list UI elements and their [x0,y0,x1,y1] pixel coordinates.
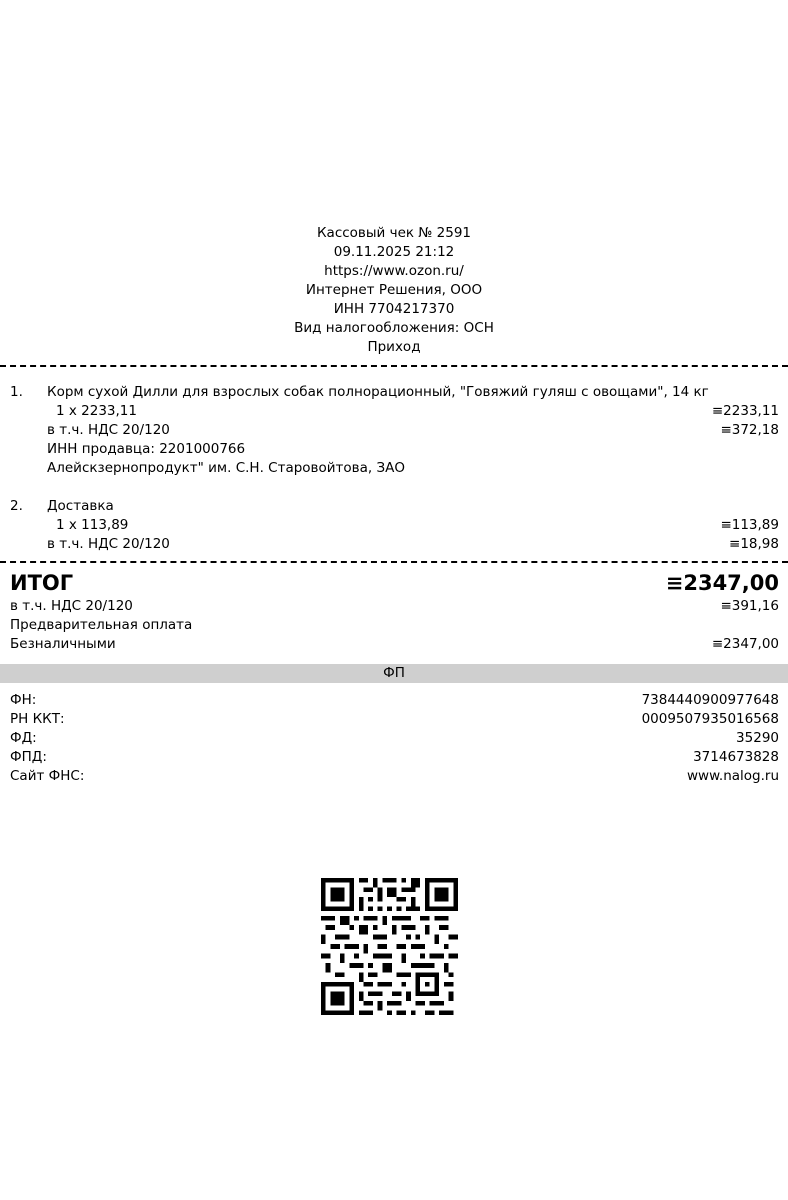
fiscal-value: 35290 [736,730,779,746]
fp-bar: ФП [0,664,788,683]
fiscal-row [10,691,779,710]
fiscal-row [10,710,779,729]
item-vat-label: в т.ч. НДС 20/120 [47,422,170,438]
operation-type: Приход [367,339,421,355]
fiscal-row [10,767,779,786]
fiscal-value: 3714673828 [693,749,779,765]
cashless-label: Безналичными [10,636,116,652]
total-sum: ≡2347,00 [665,571,779,595]
item-list [10,383,779,573]
total-label: ИТОГ [10,571,74,595]
item-vat-label: в т.ч. НДС 20/120 [47,536,170,552]
total-vat-sum: ≡391,16 [720,598,779,614]
fiscal-row [10,748,779,767]
receipt-title: Кассовый чек № 2591 [316,225,472,241]
totals-section [10,569,779,654]
item-name: Доставка [47,498,114,514]
item-number: 1. [10,384,23,400]
tax-system: Вид налогообложения: ОСН [294,320,494,336]
seller-inn: ИНН продавца: 2201000766 [47,441,246,457]
item-qty-price: 1 x 113,89 [56,517,129,533]
company-name: Интернет Решения, ООО [305,282,483,298]
fiscal-label: ФПД: [10,749,47,765]
fiscal-row [10,729,779,748]
item-sum: ≡113,89 [720,517,779,533]
company-inn: ИНН 7704217370 [333,301,455,317]
receipt-site: https://www.ozon.ru/ [324,263,464,279]
fiscal-value: 0009507935016568 [641,711,779,727]
total-vat-label: в т.ч. НДС 20/120 [10,598,133,614]
qr-code [321,878,458,1015]
receipt-header [0,224,788,357]
item-number: 2. [10,498,23,514]
item-qty-price: 1 x 2233,11 [56,403,137,419]
fiscal-label: РН ККТ: [10,711,65,727]
item-sum: ≡2233,11 [711,403,779,419]
list-item [10,497,779,554]
item-name: Корм сухой Дилли для взрослых собак полнорационный, "Говяжий гуляш с овощами", 14 кг [47,384,709,400]
receipt-datetime: 09.11.2025 21:12 [333,244,455,260]
item-vat-sum: ≡372,18 [720,422,779,438]
fiscal-label: ФН: [10,692,37,708]
fiscal-label: ФД: [10,730,37,746]
fiscal-section [10,691,779,786]
fiscal-label: Сайт ФНС: [10,768,85,784]
divider [0,365,788,367]
cashless-sum: ≡2347,00 [711,636,779,652]
prepay-label: Предварительная оплата [10,617,193,633]
fiscal-value: www.nalog.ru [687,768,779,784]
list-item [10,383,779,478]
divider [0,561,788,563]
seller-name: Алейскзернопродукт" им. С.Н. Старовойтова, ЗАО [47,460,405,476]
fiscal-value: 7384440900977648 [641,692,779,708]
item-vat-sum: ≡18,98 [729,536,779,552]
